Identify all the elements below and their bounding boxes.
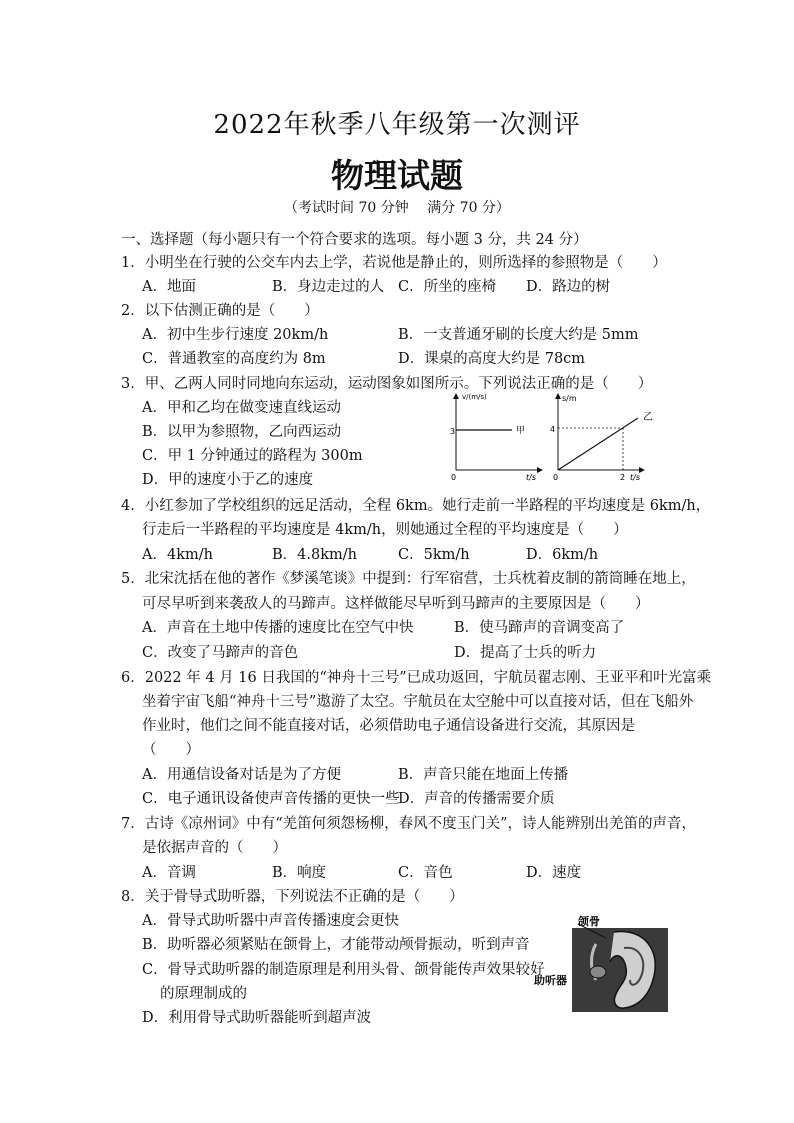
graph2-origin: 0 <box>553 473 559 482</box>
q6-option-c: C．电子通讯设备使声音传播的更快一些 <box>142 791 400 807</box>
q4-option-a: A．4km/h <box>142 547 213 563</box>
q2-option-a: A．初中生步行速度 20km/h <box>142 327 329 343</box>
q5-option-c: C．改变了马蹄声的音色 <box>142 645 299 661</box>
question-6-answer-paren: （ ） <box>142 742 200 758</box>
q7-option-b: B．响度 <box>272 865 327 881</box>
question-2-stem: 2．以下估测正确的是（ ） <box>121 303 319 319</box>
q5-option-a: A．声音在土地中传播的速度比在空气中快 <box>142 620 414 636</box>
question-7-stem-line1: 7．古诗《凉州词》中有“羌笛何须怨杨柳，春风不度玉门关”，诗人能辨别出羌笛的声音， <box>121 816 697 832</box>
bone-conduction-hearing-aid-image <box>532 914 670 1014</box>
q3-option-c: C．甲 1 分钟通过的路程为 300m <box>142 448 363 464</box>
q4-option-c: C．5km/h <box>398 547 470 563</box>
section-heading: 一、选择题（每小题只有一个符合要求的选项。每小题 3 分，共 24 分） <box>121 232 588 248</box>
q1-option-d: D．路边的树 <box>526 279 611 295</box>
q8-option-b: B．助听器必须紧贴在颌骨上，才能带动颅骨振动，听到声音 <box>142 937 530 953</box>
q1-option-c: C．所坐的座椅 <box>398 279 497 295</box>
exam-subtitle: （考试时间 70 分钟 满分 70 分） <box>284 200 510 216</box>
graph2-x-label: t/s <box>630 473 640 482</box>
question-4-stem-line2: 行走后一半路程的平均速度是 4km/h，则她通过全程的平均速度是（ ） <box>142 522 628 538</box>
question-6-stem-line1: 6．2022 年 4 月 16 日我国的“神舟十三号”已成功返回，宇航员翟志刚、王亚平和叶光富乘 <box>121 670 712 686</box>
q7-option-a: A．音调 <box>142 865 196 881</box>
question-5-stem-line1: 5．北宋沈括在他的著作《梦溪笔谈》中提到：行军宿营，士兵枕着皮制的箭筒睡在地上， <box>121 571 696 587</box>
q8-option-d: D．利用骨导式助听器能听到超声波 <box>142 1010 372 1026</box>
q2-option-d: D．课桌的高度大约是 78cm <box>398 351 586 367</box>
question-8-stem: 8．关于骨导式助听器，下列说法不正确的是（ ） <box>121 889 464 905</box>
label-hearing-aid: 助听器 <box>534 974 567 987</box>
question-6-stem-line3: 作业时，他们之间不能直接对话，必须借助电子通信设备进行交流，其原因是 <box>142 718 635 734</box>
q6-option-b: B．声音只能在地面上传播 <box>398 767 569 783</box>
q7-option-c: C．音色 <box>398 865 453 881</box>
series-jia-label: 甲 <box>516 426 526 436</box>
question-7-stem-line2: 是依据声音的（ ） <box>142 840 287 856</box>
q5-option-d: D．提高了士兵的听力 <box>454 645 597 661</box>
q5-option-b: B．使马蹄声的音调变高了 <box>454 620 625 636</box>
question-6-stem-line2: 坐着宇宙飞船“神舟十三号”遨游了太空。宇航员在太空舱中可以直接对话，但在飞船外 <box>142 694 694 710</box>
graph1-y-label: v/(m/s) <box>462 393 487 401</box>
q1-option-b: B．身边走过的人 <box>272 279 385 295</box>
graph2-y-label: s/m <box>562 394 577 403</box>
question-4-stem-line1: 4．小红参加了学校组织的远足活动，全程 6km。她行走前一半路程的平均速度是 6km/h， <box>121 498 711 514</box>
graph1-origin: 0 <box>451 473 457 482</box>
label-jawbone: 颌骨 <box>578 915 600 928</box>
q7-option-d: D．速度 <box>526 865 582 881</box>
question-3-stem: 3．甲、乙两人同时同地向东运动，运动图象如图所示。下列说法正确的是（ ） <box>121 376 653 392</box>
series-yi-line <box>558 418 638 470</box>
subject-title: 物理试题 <box>331 156 463 195</box>
q6-option-d: D．声音的传播需要介质 <box>398 791 555 807</box>
series-yi-label: 乙 <box>643 412 653 423</box>
distance-time-graph <box>550 394 653 482</box>
q3-option-b: B．以甲为参照物，乙向西运动 <box>142 424 342 440</box>
graph2-x-tick: 2 <box>620 473 626 482</box>
q4-option-d: D．6km/h <box>526 547 599 563</box>
ear-illustration <box>532 914 670 1014</box>
q3-motion-graphs <box>446 390 666 482</box>
q2-option-c: C．普通教室的高度约为 8m <box>142 351 326 367</box>
q8-option-c-line1: C．骨导式助听器的制造原理是利用头骨、颌骨能传声效果较好 <box>142 962 545 978</box>
velocity-time-graph <box>450 393 542 482</box>
graph2-y-tick: 4 <box>550 425 556 434</box>
question-5-stem-line2: 可尽早听到来袭敌人的马蹄声。这样做能尽早听到马蹄声的主要原因是（ ） <box>142 596 650 612</box>
q6-option-a: A．用通信设备对话是为了方便 <box>142 767 341 783</box>
question-1-stem: 1．小明坐在行驶的公交车内去上学，若说他是静止的，则所选择的参照物是（ ） <box>121 255 667 271</box>
q4-option-b: B．4.8km/h <box>272 547 357 563</box>
graph1-y-tick: 3 <box>450 427 456 436</box>
q3-option-d: D．甲的速度小于乙的速度 <box>142 472 314 488</box>
exam-title: 2022年秋季八年级第一次测评 <box>213 110 581 140</box>
q8-option-c-line2: 的原理制成的 <box>160 986 247 1002</box>
q1-option-a: A．地面 <box>142 279 196 295</box>
graph1-x-label: t/s <box>526 473 536 482</box>
q3-option-a: A．甲和乙均在做变速直线运动 <box>142 400 341 416</box>
q8-option-a: A．骨导式助听器中声音传播速度会更快 <box>142 913 399 929</box>
q2-option-b: B．一支普通牙刷的长度大约是 5mm <box>398 327 639 343</box>
